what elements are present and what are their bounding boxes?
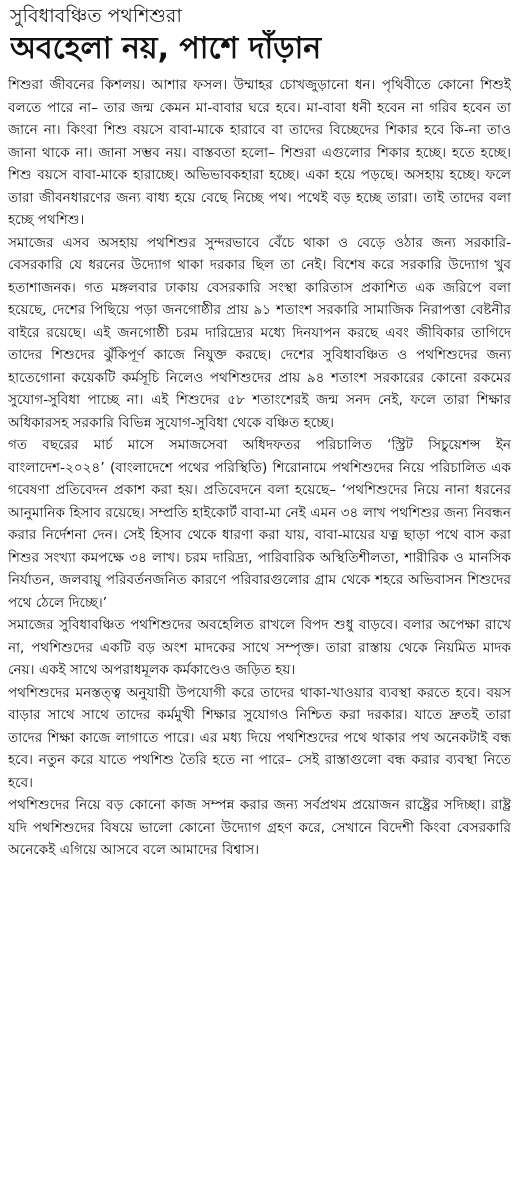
article-headline: অবহেলা নয়, পাশে দাঁড়ান xyxy=(10,31,322,66)
article-paragraph-3: গত বছরের মার্চ মাসে সমাজসেবা অধিদফতর পরিচালিত ‘স্ট্রিট সিচুয়েশন্স ইন বাংলাদেশ-২০২৪’ (বাংলাদেশে পথের পরিস্থিতি) শিরোনামে পথশিশুদের নিয়ে পরিচালিত এক গবেষণা প্রতিবেদন প্রকাশ করা হয়। প্রতিবেদনে বলা হয়েছে– ‘পথশিশুদের নিয়ে নানা ধরনের আনুমানিক হিসাব রয়েছে। সম্প্রতি হাইকোর্ট বাবা-মা নেই এমন ৩৪ লাখ পথশিশুর জন্য নিবন্ধন করার নির্দেশনা দেন। সেই হিসাব থেকে ধারণা করা যায়, বাবা-মায়ের যত্ন ছাড়া পথে বাস করা শিশুর সংখ্যা কমপক্ষে ৩৪ লাখ। চরম দারিদ্র্য, পারিবারিক অস্থিতিশীলতা, শারীরিক ও মানসিক নির্যাতন, জলবায়ু পরিবর্তনজনিত কারণে পরিবারগুলোর গ্রাম থেকে শহরে অভিবাসন শিশুদের পথে ঠেলে দিচ্ছে।’ xyxy=(8,437,511,611)
article-paragraph-1: শিশুরা জীবনের কিশলয়। আশার ফসল। উম্মাহর চোখজুড়ানো ধন। পৃথিবীতে কোনো শিশুই বলতে পারে না– তার জন্ম কেমন মা-বাবার ঘরে হবে। মা-বাবা ধনী হবেন না গরিব হবেন তা জানে না। কিংবা শিশু বয়সে বাবা-মাকে হারাবে বা তাদের বিচ্ছেদের শিকার হবে কি-না তাও জানা থাকে না। জানা সম্ভব নয়। বাস্তবতা হলো– শিশুরা এগুলোর শিকার হচ্ছে। হতে হচ্ছে। শিশু বয়সে বাবা-মাকে হারাচ্ছে। অভিভাবকহারা হচ্ছে। একা হয়ে পড়ছে। অসহায় হচ্ছে। ফলে তারা জীবনধারণের জন্য বাধ্য হয়ে বেছে নিচ্ছে পথ। পথেই বড় হচ্ছে তারা। তাই তাদের বলা হচ্ছে পথশিশু। xyxy=(8,77,511,228)
article-paragraph-6: পথশিশুদের নিয়ে বড় কোনো কাজ সম্পন্ন করার জন্য সর্বপ্রথম প্রয়োজন রাষ্ট্রের সদিচ্ছা। রাষ্ট্র যদি পথশিশুদের বিষয়ে ভালো কোনো উদ্যোগ গ্রহণ করে, সেখানে বিদেশী কিংবা বেসরকারি অনেকেই এগিয়ে আসবে বলে আমাদের বিশ্বাস। xyxy=(8,797,511,858)
article-paragraph-5: পথশিশুদের মনস্তত্ত্ব অনুযায়ী উপযোগী করে তাদের থাকা-খাওয়ার ব্যবস্থা করতে হবে। বয়স বাড়ার সাথে সাথে তাদের কর্মমুখী শিক্ষার সুযোগও নিশ্চিত করা দরকার। যাতে দ্রুতই তারা তাদের শিক্ষা কাজে লাগাতে পারে। এর মধ্য দিয়ে পথশিশুদের পথে থাকার পথ অনেকটাই বন্ধ হবে। নতুন করে যাতে পথশিশু তৈরি হতে না পারে– সেই রাস্তাগুলো বন্ধ করার ব্যবস্থা নিতে হবে। xyxy=(8,684,511,791)
article-body xyxy=(8,74,511,862)
article-kicker: সুবিধাবঞ্চিত পথশিশুরা xyxy=(10,5,182,27)
article-paragraph-4: সমাজের সুবিধাবঞ্চিত পথশিশুদের অবহেলিত রাখলে বিপদ শুধু বাড়বে। বলার অপেক্ষা রাখে না, পথশিশুদের একটি বড় অংশ মাদকের সাথে সম্পৃক্ত। তারা রাস্তায় থেকে নিয়মিত মাদক নেয়। একই সাথে অপরাধমূলক কর্মকাণ্ডেও জড়িত হয়। xyxy=(8,617,511,678)
article-paragraph-2: সমাজের এসব অসহায় পথশিশুর সুন্দরভাবে বেঁচে থাকা ও বেড়ে ওঠার জন্য সরকারি-বেসরকারি যে ধরনের উদ্যোগ থাকা দরকার ছিল তা নেই। বিশেষ করে সরকারি উদ্যোগ খুব হতাশাজনক। গত মঙ্গলবার ঢাকায় বেসরকারি সংস্থা কারিতাস প্রকাশিত এক জরিপে বলা হয়েছে, দেশের পিছিয়ে পড়া জনগোষ্ঠীর প্রায় ৯১ শতাংশ সরকারি সামাজিক নিরাপত্তা বেষ্টনীর বাইরে রয়েছে। এই জনগোষ্ঠী চরম দারিদ্র্যের মধ্যে দিনযাপন করছে এবং জীবিকার তাগিদে তাদের শিশুদের ঝুঁকিপূর্ণ কাজে নিযুক্ত করছে। দেশের সুবিধাবঞ্চিত ও পথশিশুদের জন্য হাতেগোনা কয়েকটি কর্মসূচি নিলেও পথশিশুদের প্রায় ৯৪ শতাংশ সরকারের কোনো রকমের সুযোগ-সুবিধা পাচ্ছে না। এই শিশুদের ৫৮ শতাংশেরই জন্ম সনদ নেই, ফলে তারা শিক্ষার অধিকারসহ সরকারি বিভিন্ন সুযোগ-সুবিধা থেকে বঞ্চিত হচ্ছে। xyxy=(8,234,511,431)
